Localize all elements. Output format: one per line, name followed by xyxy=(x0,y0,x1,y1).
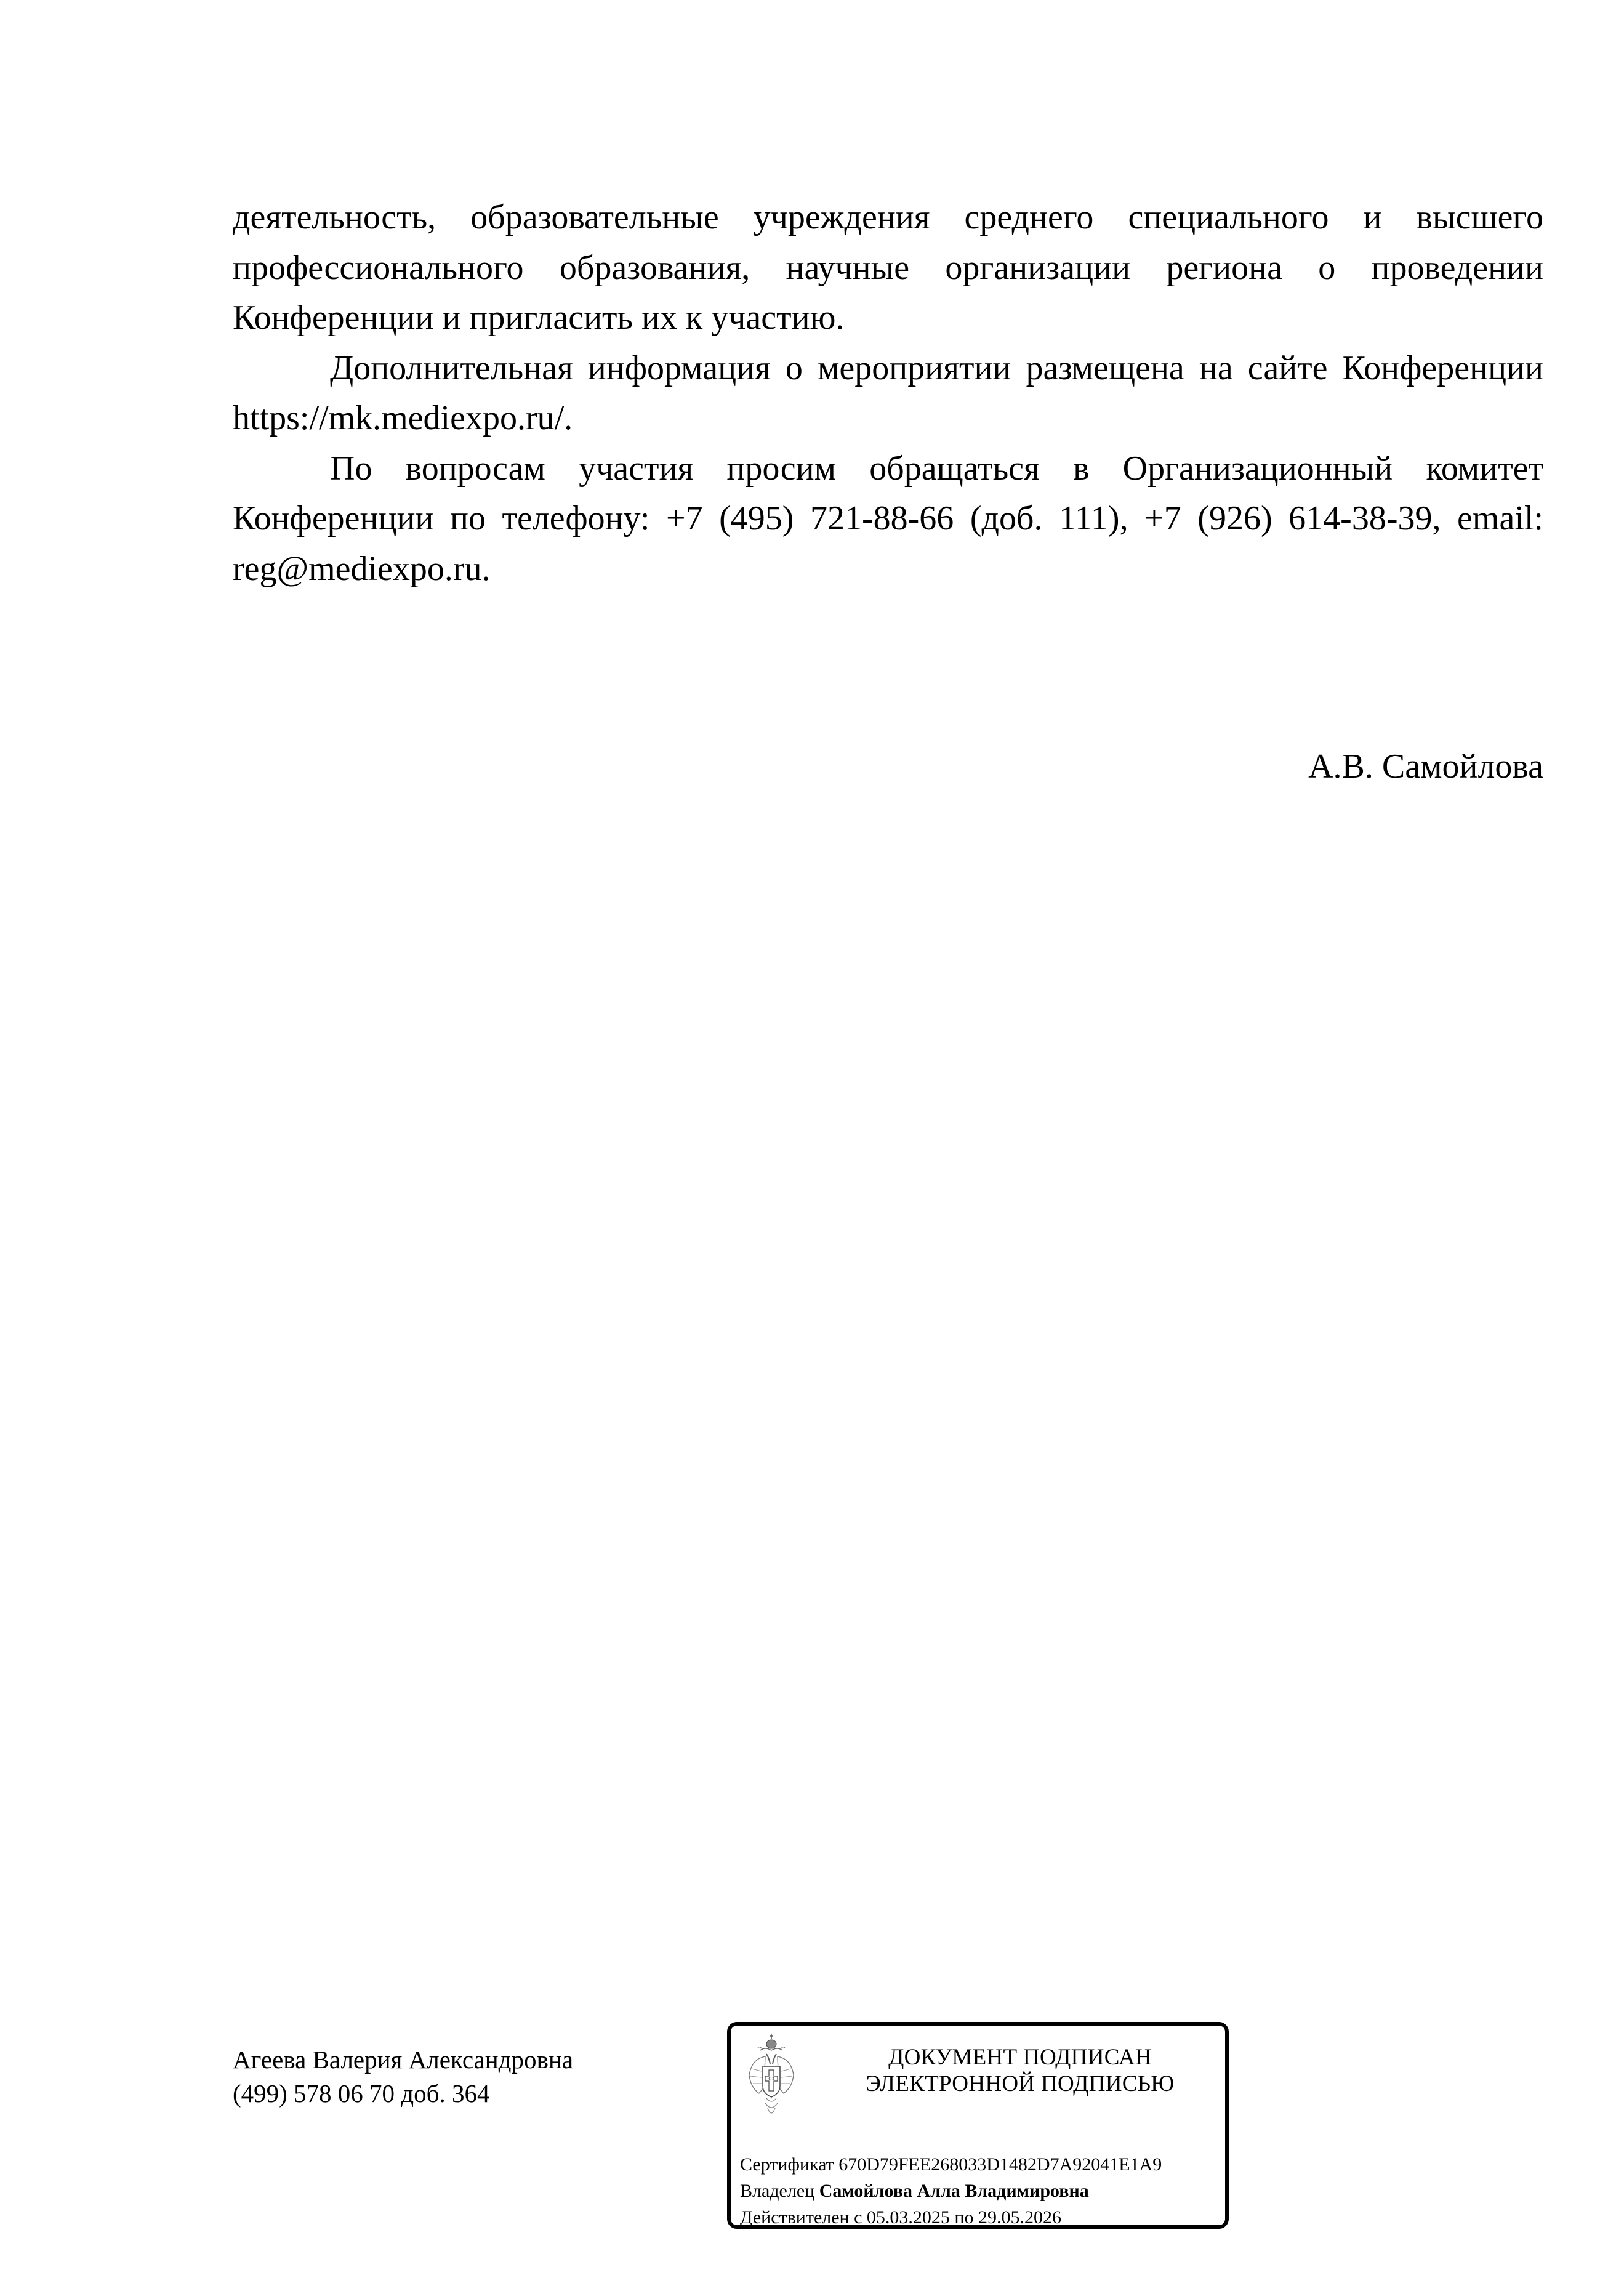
owner-value: Самойлова Алла Владимировна xyxy=(819,2181,1089,2201)
coat-of-arms-icon xyxy=(747,2032,796,2122)
owner-row xyxy=(740,2178,1162,2204)
certificate-row xyxy=(740,2151,1162,2178)
executor-contact xyxy=(233,2043,573,2111)
stamp-title-line-1: ДОКУМЕНТ ПОДПИСАН xyxy=(888,2045,1152,2070)
executor-name: Агеева Валерия Александровна xyxy=(233,2045,574,2074)
stamp-title xyxy=(829,2044,1211,2097)
certificate-label: Сертификат xyxy=(740,2154,839,2175)
certificate-value: 670D79FEE268033D1482D7A92041E1A9 xyxy=(838,2154,1162,2175)
paragraph-contact-info: По вопросам участия просим обращаться в Организационный комитет Конференции по телефону: +7 (495) 721-88-66 (доб. 111), +7 (926) 614-38-39, email: reg@mediexpo.ru. xyxy=(233,449,1543,588)
executor-phone: (499) 578 06 70 доб. 364 xyxy=(233,2079,490,2108)
letter-body xyxy=(233,193,1543,594)
stamp-title-line-2: ЭЛЕКТРОННОЙ ПОДПИСЬЮ xyxy=(866,2071,1175,2096)
electronic-signature-stamp xyxy=(727,2022,1229,2229)
paragraph-website-info: Дополнительная информация о мероприятии размещена на сайте Конференции https://mk.mediexpo.ru/. xyxy=(233,348,1543,437)
validity-row: Действителен с 05.03.2025 по 29.05.2026 xyxy=(740,2207,1061,2228)
owner-label: Владелец xyxy=(740,2181,819,2201)
signatory-name: А.В. Самойлова xyxy=(1308,747,1543,786)
stamp-details xyxy=(740,2151,1162,2231)
paragraph-continuation: деятельность, образовательные учреждения среднего специального и высшего профессионального образования, научные организации региона о проведении Конференции и пригласить их к участию. xyxy=(233,198,1543,337)
